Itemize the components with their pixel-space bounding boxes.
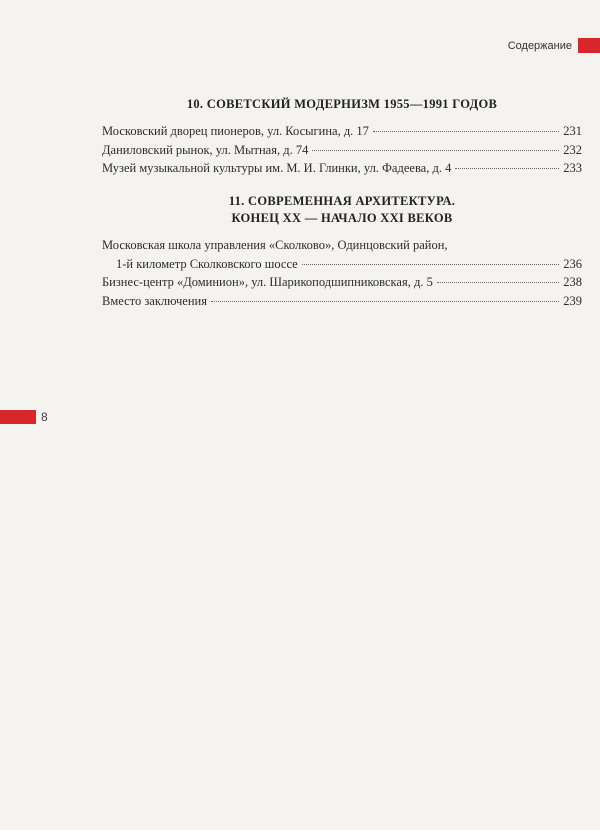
toc-entry-label: Вместо заключения <box>102 293 207 308</box>
toc-entry-label: 1-й километр Сколковского шоссе <box>116 256 298 271</box>
page-number-marker <box>0 410 36 424</box>
page-number: 8 <box>41 410 48 424</box>
section-title-line: КОНЕЦ XX — НАЧАЛО XXI ВЕКОВ <box>231 211 453 225</box>
dot-leader <box>373 131 559 132</box>
toc-entry-page: 239 <box>563 293 582 308</box>
dot-leader <box>455 168 559 169</box>
toc-entry-label: Музей музыкальной культуры им. М. И. Глинки, ул. Фадеева, д. 4 <box>102 161 452 175</box>
section-title-line: 11. СОВРЕМЕННАЯ АРХИТЕКТУРА. <box>228 194 456 208</box>
dot-leader <box>437 282 559 283</box>
toc-entry-page: 232 <box>563 142 582 157</box>
toc-list <box>102 122 582 178</box>
dot-leader <box>211 301 559 302</box>
toc-entry[interactable] <box>102 141 582 160</box>
toc-entry-continuation <box>102 255 582 274</box>
toc-entry-page: 236 <box>563 256 582 271</box>
toc-list <box>102 236 582 310</box>
dot-leader <box>312 150 559 151</box>
toc-entry-page: 233 <box>563 161 582 175</box>
toc-entry-label: Бизнес-центр «Доминион», ул. Шарикоподшипниковская, д. 5 <box>102 275 433 289</box>
section-title <box>102 96 582 113</box>
toc-entry[interactable] <box>102 273 582 292</box>
toc-entry-label: Московская школа управления «Сколково», Одинцовский район, <box>102 238 448 252</box>
section-title <box>102 193 582 227</box>
toc-entry-page: 231 <box>563 124 582 138</box>
toc-section-10 <box>102 96 582 178</box>
section-title-line: 10. СОВЕТСКИЙ МОДЕРНИЗМ 1955—1991 ГОДОВ <box>186 97 498 111</box>
toc-entry[interactable] <box>102 159 582 178</box>
running-head-marker <box>578 38 600 53</box>
toc-entry[interactable] <box>102 292 582 311</box>
toc-entry-label: Даниловский рынок, ул. Мытная, д. 74 <box>102 142 309 157</box>
running-head: Содержание <box>507 40 572 52</box>
toc-entry-page: 238 <box>563 275 582 289</box>
toc-entry[interactable] <box>102 236 582 273</box>
dot-leader <box>302 264 560 265</box>
toc-entry[interactable] <box>102 122 582 141</box>
toc-entry-label: Московский дворец пионеров, ул. Косыгина, д. 17 <box>102 124 369 138</box>
toc-section-11 <box>102 193 582 310</box>
